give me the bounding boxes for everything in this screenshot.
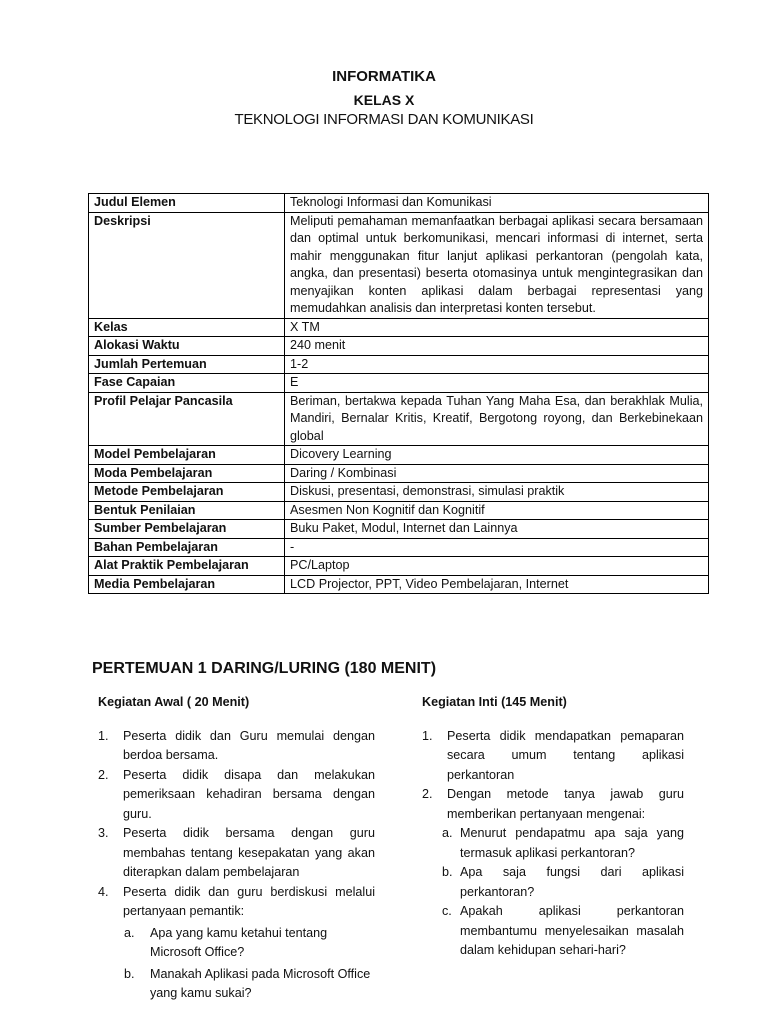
list-text: Peserta didik bersama dengan guru membahas tentang kesepakatan yang akan diterapkan dalam pembelajaran bbox=[123, 826, 375, 879]
table-row bbox=[89, 194, 709, 213]
kegiatan-awal-heading: Kegiatan Awal ( 20 Menit) bbox=[98, 695, 250, 709]
list-item bbox=[98, 766, 375, 825]
row-value: PC/Laptop bbox=[285, 557, 709, 576]
sub-list-letter: b. bbox=[442, 865, 453, 879]
row-label: Profil Pelajar Pancasila bbox=[89, 392, 285, 446]
table-row bbox=[89, 355, 709, 374]
sub-list-item bbox=[98, 924, 375, 963]
row-label: Bentuk Penilaian bbox=[89, 501, 285, 520]
row-label: Judul Elemen bbox=[89, 194, 285, 213]
table-row bbox=[89, 575, 709, 594]
row-value: E bbox=[285, 374, 709, 393]
table-row bbox=[89, 557, 709, 576]
row-value: Beriman, bertakwa kepada Tuhan Yang Maha Esa, dan berakhlak Mulia, Mandiri, Bernalar Kritis, Kreatif, Bergotong royong, dan Berkebinekaan global bbox=[285, 392, 709, 446]
row-label: Alokasi Waktu bbox=[89, 337, 285, 356]
sub-list-item bbox=[422, 824, 684, 863]
table-row bbox=[89, 538, 709, 557]
row-label: Media Pembelajaran bbox=[89, 575, 285, 594]
row-value: 1-2 bbox=[285, 355, 709, 374]
row-value: Asesmen Non Kognitif dan Kognitif bbox=[285, 501, 709, 520]
list-item bbox=[98, 824, 375, 883]
table-row bbox=[89, 212, 709, 318]
sub-list-letter: c. bbox=[442, 904, 452, 918]
sub-list-item bbox=[422, 863, 684, 902]
list-number: 3. bbox=[98, 826, 109, 840]
row-label: Deskripsi bbox=[89, 212, 285, 318]
list-number: 2. bbox=[422, 787, 433, 801]
table-row bbox=[89, 464, 709, 483]
sub-list-letter: a. bbox=[124, 925, 135, 940]
row-value: Diskusi, presentasi, demonstrasi, simulasi praktik bbox=[285, 483, 709, 502]
list-number: 1. bbox=[422, 728, 433, 743]
row-label: Alat Praktik Pembelajaran bbox=[89, 557, 285, 576]
list-text: Peserta didik mendapatkan pemaparan secara umum tentang aplikasi perkantoran bbox=[447, 728, 684, 782]
row-value: Buku Paket, Modul, Internet dan Lainnya bbox=[285, 520, 709, 539]
list-number: 1. bbox=[98, 728, 109, 743]
sub-list-letter: b. bbox=[124, 966, 135, 981]
class-title: KELAS X bbox=[353, 92, 415, 108]
list-item bbox=[98, 883, 375, 922]
sub-list-text: Apa yang kamu ketahui tentang Microsoft Office? bbox=[150, 925, 328, 959]
row-label: Moda Pembelajaran bbox=[89, 464, 285, 483]
row-label: Metode Pembelajaran bbox=[89, 483, 285, 502]
list-item bbox=[422, 785, 684, 824]
row-label: Jumlah Pertemuan bbox=[89, 355, 285, 374]
row-value: Daring / Kombinasi bbox=[285, 464, 709, 483]
sub-list-item bbox=[98, 965, 375, 1004]
list-number: 2. bbox=[98, 767, 109, 782]
list-text: Dengan metode tanya jawab guru memberikan pertanyaan mengenai: bbox=[447, 787, 684, 821]
meeting-title: PERTEMUAN 1 DARING/LURING (180 MENIT) bbox=[92, 660, 437, 677]
topic-title: TEKNOLOGI INFORMASI DAN KOMUNIKASI bbox=[234, 111, 534, 128]
table-row bbox=[89, 520, 709, 539]
table-row bbox=[89, 501, 709, 520]
list-text: Peserta didik dan Guru memulai dengan berdoa bersama. bbox=[123, 728, 375, 762]
row-label: Fase Capaian bbox=[89, 374, 285, 393]
row-value: LCD Projector, PPT, Video Pembelajaran, Internet bbox=[285, 575, 709, 594]
table-row bbox=[89, 337, 709, 356]
list-item bbox=[422, 727, 684, 786]
sub-list-item bbox=[422, 902, 684, 961]
row-value: Teknologi Informasi dan Komunikasi bbox=[285, 194, 709, 213]
table-row bbox=[89, 374, 709, 393]
sub-list-text: Menurut pendapatmu apa saja yang termasuk aplikasi perkantoran? bbox=[460, 826, 684, 860]
table-row bbox=[89, 318, 709, 337]
row-value: 240 menit bbox=[285, 337, 709, 356]
subject-title: INFORMATIKA bbox=[332, 68, 436, 85]
list-text: Peserta didik disapa dan melakukan pemeriksaan kehadiran bersama dengan guru. bbox=[123, 767, 375, 821]
sub-list-text: Manakah Aplikasi pada Microsoft Office yang kamu sukai? bbox=[150, 966, 371, 1000]
lesson-info-table bbox=[88, 193, 709, 594]
table-row bbox=[89, 483, 709, 502]
table-row bbox=[89, 446, 709, 465]
list-number: 4. bbox=[98, 884, 109, 899]
kegiatan-inti-section bbox=[422, 693, 684, 961]
table-row bbox=[89, 392, 709, 446]
row-label: Kelas bbox=[89, 318, 285, 337]
row-label: Model Pembelajaran bbox=[89, 446, 285, 465]
sub-list-text: Apa saja fungsi dari aplikasi perkantoran? bbox=[460, 865, 684, 899]
list-text: Peserta didik dan guru berdiskusi melalui pertanyaan pemantik: bbox=[123, 884, 375, 918]
kegiatan-awal-section bbox=[98, 693, 375, 1004]
row-value: X TM bbox=[285, 318, 709, 337]
row-label: Bahan Pembelajaran bbox=[89, 538, 285, 557]
sub-list-letter: a. bbox=[442, 826, 453, 840]
list-item bbox=[98, 727, 375, 766]
row-label: Sumber Pembelajaran bbox=[89, 520, 285, 539]
row-value: - bbox=[285, 538, 709, 557]
kegiatan-inti-heading: Kegiatan Inti (145 Menit) bbox=[422, 695, 567, 709]
row-value: Meliputi pemahaman memanfaatkan berbagai aplikasi secara bersamaan dan optimal untuk berkomunikasi, mencari informasi di internet, serta mahir menggunakan fitur lanjut aplikasi perkantoran (pengolah kata, angka, dan presentasi) beserta otomasinya untuk mengintegrasikan dan menyajikan konten aplikasi dalam berbagai representasi yang memudahkan analisis dan interpretasi konten tersebut. bbox=[285, 212, 709, 318]
row-value: Dicovery Learning bbox=[285, 446, 709, 465]
sub-list-text: Apakah aplikasi perkantoran membantumu menyelesaikan masalah dalam kehidupan sehari-hari? bbox=[460, 904, 684, 957]
